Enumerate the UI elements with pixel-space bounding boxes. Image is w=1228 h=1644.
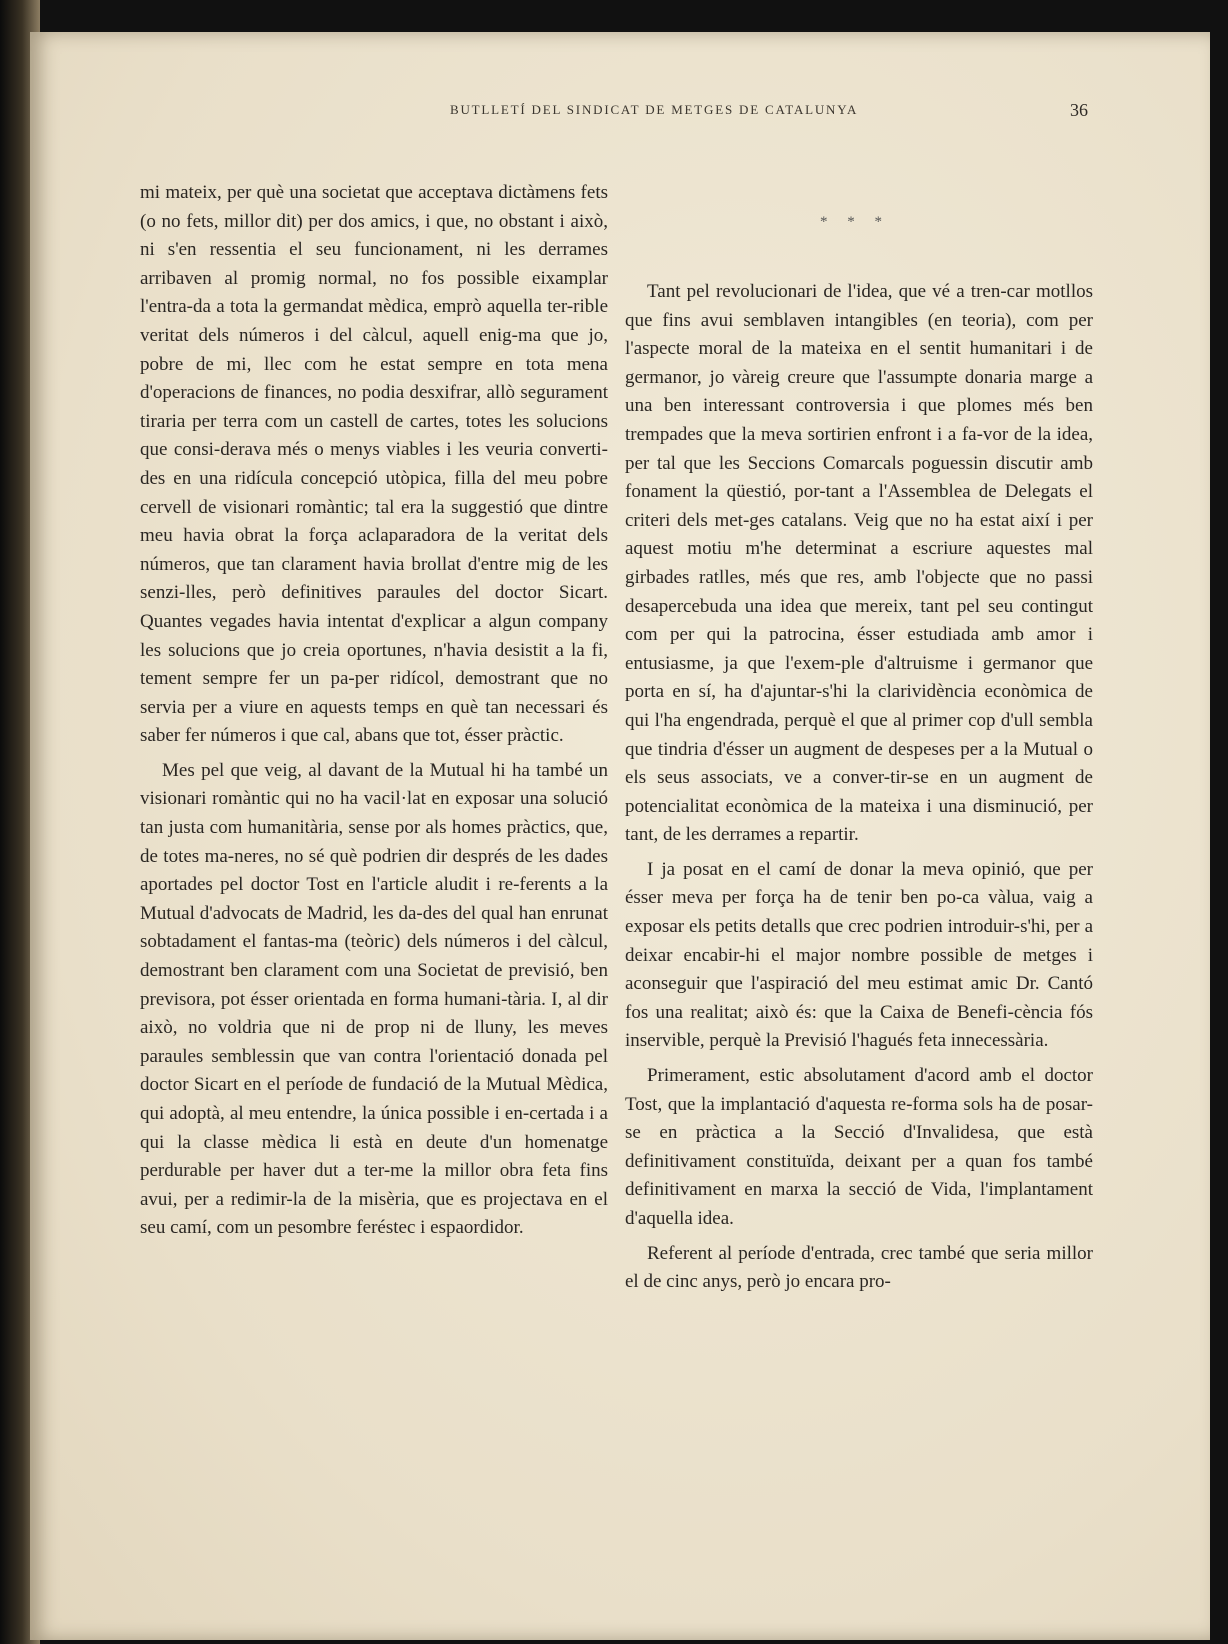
section-separator: * * * [820, 214, 890, 230]
paragraph: Tant pel revolucionari de l'idea, que vé a tren-car motllos que fins avui semblaven intangibles (en teoria), com per l'aspecte moral de la mateixa en el sentit humanitari i de germanor, jo vàreig creure que l'assumpte donaria marge a una ben interessant controversia i que plomes més ben trempades que la meva sortirien enfront i a fa-vor de la idea, per tal que les Seccions Comarcals poguessin discutir amb fonament la qüestió, por-tant a l'Assemblea de Delegats el criteri dels met-ges catalans. Veig que no ha estat així i per aquest motiu m'he determinat a escriure aquestes mal girbades ratlles, més que res, amb l'objecte que no passi desapercebuda una idea que mereix, tant pel seu contingut com per qui la patrocina, ésser estudiada amb amor i entusiasme, ja que l'exem-ple d'altruisme i germanor que porta en sí, ha d'ajuntar-s'hi la clarividència econòmica de qui l'ha engendrada, perquè el que al primer cop d'ull sembla que tindria d'ésser un augment de despeses per a la Mutual o els seus associats, ve a conver-tir-se en un augment de potencialitat econòmica de la mateixa i una disminució, per tant, de les derrames a repartir. [625, 281, 1093, 846]
page [30, 32, 1210, 1640]
paragraph: Primerament, estic absolutament d'acord amb el doctor Tost, que la implantació d'aquesta re-forma sols ha de posar-se en pràctica a la Secció d'Invalidesa, que està definitivament constituïda, deixant per a quan fos també definitivament en marxa la secció de Vida, l'implantament d'aquella idea. [625, 1065, 1093, 1229]
paragraph: Mes pel que veig, al davant de la Mutual hi ha també un visionari romàntic qui no ha vacil·lat en exposar una solució tan justa com humanitària, sense por als homes pràctics, que, de totes ma-neres, no sé què podrien dir després de les dades aportades pel doctor Tost en l'article aludit i re-ferents a la Mutual d'advocats de Madrid, les da-des del qual han enrunat sobtadament el fantas-ma (teòric) dels números i del càlcul, demostrant ben clarament com una Societat de previsió, ben previsora, pot ésser orientada en forma humani-tària. I, al dir això, no voldria que ni de prop ni de lluny, les meves paraules semblessin que van contra l'orientació donada pel doctor Sicart en el període de fundació de la Mutual Mèdica, qui adoptà, al meu entendre, la única possible i en-certada i a qui la classe mèdica li està en deute d'un homenatge perdurable per haver dut a ter-me la millor obra feta fins avui, per a redimir-la de la misèria, que es projectava en el seu camí, com un pesombre feréstec i espaordidor. [140, 759, 608, 1239]
right-column [625, 272, 1093, 1297]
page-number: 36 [1070, 100, 1088, 120]
paragraph: Referent al període d'entrada, crec també que seria millor el de cinc anys, però jo encara pro- [625, 1242, 1093, 1293]
running-title: BUTLLETÍ DEL SINDICAT DE METGES DE CATALUNYA [450, 102, 859, 117]
paragraph: mi mateix, per què una societat que acceptava dictàmens fets (o no fets, millor dit) per dos amics, i que, no obstant i això, ni s'en ressentia el seu funcionament, ni les derrames arribaven al promig normal, no fos possible eixamplar l'entra-da a tota la germandat mèdica, emprò aquella ter-rible veritat dels números i del càlcul, aquell enig-ma que jo, pobre de mi, llec com he estat sempre en tota mena d'operacions de finances, no podia desxifrar, allò segurament tiraria per terra com un castell de cartes, totes les solucions que consi-derava més o menys viables i les veuria converti-des en una ridícula concepció utòpica, filla del meu pobre cervell de visionari romàntic; tal era la suggestió que dintre meu havia obrat la força aclaparadora de la veritat dels números, que tan clarament havia brollat d'entre mig de les senzi-lles, però definitives paraules del doctor Sicart. Quantes vegades havia intentat d'explicar a algun company les solucions que jo creia oportunes, n'havia desistit a la fi, tement sempre fer un pa-per ridícol, demostrant que no servia per a viure en aquests temps en què tan necessari és saber fer números i que cal, abans que tot, ésser pràctic. [140, 182, 608, 747]
paragraph: I ja posat en el camí de donar la meva opinió, que per ésser meva per força ha de tenir ben po-ca vàlua, vaig a exposar els petits detalls que crec podrien introduir-s'hi, per a deixar encabir-hi el major nombre possible de metges i aconseguir que l'aspiració del meu estimat amic Dr. Cantó fos una realitat; això és: que la Caixa de Benefi-cència fós inservible, perquè la Previsió l'hagués feta innecessària. [625, 858, 1093, 1052]
left-column [140, 179, 608, 1243]
